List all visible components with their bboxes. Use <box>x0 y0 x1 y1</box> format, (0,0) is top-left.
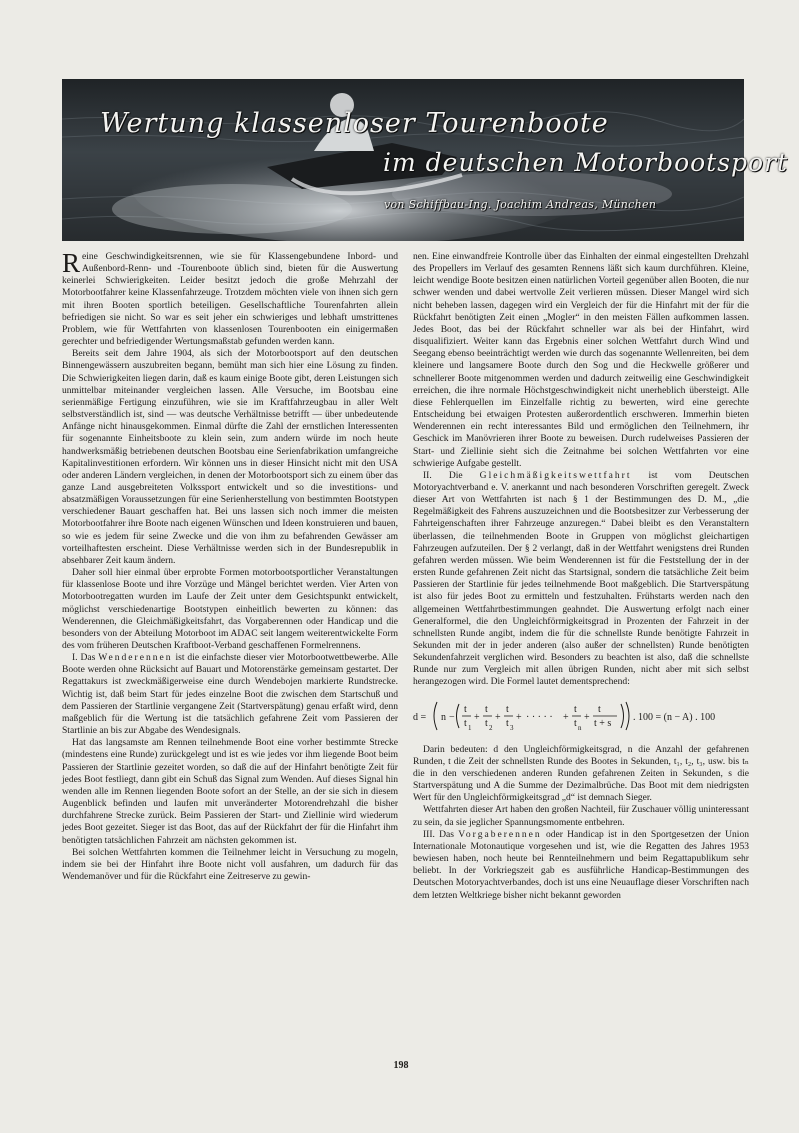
formula-numerator: t <box>485 703 488 715</box>
left-text-column <box>62 248 398 883</box>
formula-plus: + <box>474 711 480 723</box>
formula-plus: + <box>495 711 501 723</box>
paragraph-text: III. Das <box>423 828 459 840</box>
paragraph-text: I. Das <box>72 652 99 664</box>
formula-denominator: t <box>506 717 509 729</box>
formula-subscript: 2 <box>489 723 493 732</box>
formula-numerator: t <box>598 703 601 715</box>
paragraph: Hat das langsamste am Rennen teilnehmende Boot eine vorher bestimmte Strecke (mindestens eine Runde) zurückgelegt und ist es wie jedes vor ihm liegende Boot beim Passieren der Startlinie gezeitet worden, so daß die auf der Hinfahrt benötigte Zeit für jedes Boot festliegt, dann gibt ein Schuß das Signal zum Wenden. Auf dieses Signal hin wenden alle im Rennen liegenden Boote sofort an der Stelle, an der sie sich in diesem Augenblick befinden und laufen mit unveränderter Motorendrehzahl die bisher durchfahrene Strecke zurück. Beim Passieren der Start- und Ziellinie wird wiederum jedes Boot gezeitet. Sieger ist das Boot, das auf der Rückfahrt der für die Hinfahrt ihm benötigten tatsächlichen Fahrzeit am nächsten gekommen ist. <box>62 737 398 846</box>
formula-denominator: t <box>485 717 488 729</box>
paragraph: nen. Eine einwandfreie Kontrolle über das Einhalten der einmal eingestellten Drehzahl des Propellers im Verlauf des gesamten Rennens läßt sich kaum durchführen. Kleine, leicht wendige Boote besitzen einen natürlichen Vorteil gegenüber allen Booten, die nur schwer wenden und dabei wertvolle Zeit verlieren müssen. Dieser Mangel wird sich nicht beheben lassen, dagegen wird ein Vergleich der für die Hinfahrt mit der für die Rückfahrt benötigten Zeit einen „Mogler“ in den meisten Fällen aufkommen lassen. Jedes Boot, das bei der Rückfahrt schneller war als bei der Hinfahrt, wird disqualifiziert. Weiter kann das Ergebnis einer solchen Wettfahrt durch Wind und Seegang ebenso beeinträchtigt werden wie durch das sogenannte Wellenreiten, bei dem kleinere und langsamere Boote durch den Sog und die Heckwelle größerer und schnellerer Boote mitgenommen werden und dadurch zeitweilig eine Geschwindigkeit erreichen, die ihre normale Höchstgeschwindigkeit nicht unerheblich übersteigt. Alle diese Fehlerquellen im Einzelfalle richtig zu bewerten, wird eine gerechte Entscheidung bei etwaigen Protesten außerordentlich erschweren. Immerhin bieten Wenderennen ein recht interessantes Bild und ermöglichen den Teilnehmern, ihr Geschick im Manövrieren ihrer Boote zu beweisen. Durch rudelweises Passieren der Start- und Ziellinie sieht sich die Zeitnahme bei solchen Wettfahrten vor eine schwierige Aufgabe gestellt. <box>413 251 749 469</box>
paragraph-text: II. Die <box>423 469 480 481</box>
paragraph <box>413 470 749 689</box>
paragraph <box>62 248 398 348</box>
formula-denominator: t <box>464 717 467 729</box>
paragraph-text: ist vom Deutschen Motoryachtverband e. V. anerkannt und nach besonderen Vorschriften geregelt. Zweck dieser Art von Wettfahrten ist nach § 1 der Bestimmungen des D. M., „die Regelmäßigkeit des Fahrens auszuzeichnen und die Bootsbesitzer zur Verbesserung der Fahrteigenschaften ihrer Fahrzeuge anzuregen.“ Dabei bleibt es den Veranstaltern überlassen, die teilnehmenden Boote in Gruppen von möglichst gleichartigen Fahrzeugen aufzuteilen. Der § 2 verlangt, daß in der Wettfahrt wenigstens drei Runden gefahren werden müssen. Wie beim Wenderennen ist für die Feststellung der in der ersten Runde gefahrenen Zeit nicht das Startsignal, sondern die tatsächliche Zeit beim Passieren der Startlinie für jedes teilnehmende Boot maßgeblich. Die Startverspätung ist also für jedes Boot zu ermitteln und festzuhalten. Frühstarts werden nach den allgemeinen Wettfahrtbestimmungen geahndet. Die Auswertung erfolgt nach einer Generalformel, die den Ungleichförmigkeitsgrad in Prozenten der Fahrzeit in der schnellsten Runde angibt, indem die für die schnellste Runde benötigte Fahrzeit in Sekunden mit der in jeder anderen (also außer der schnellsten) Runde benötigten Sekundenfahrzeit verglichen wird. Besonders zu beachten ist also, daß die schnellste Runde nur zum Vergleich mit allen übrigen Runden, nicht aber mit sich selbst herangezogen wird. Die Formel lautet dementsprechend: <box>413 469 749 688</box>
formula-plus: + <box>563 711 569 723</box>
paragraph-text: eine Geschwindigkeitsrennen, wie sie für Klassengebundene Inbord- und Außenbord-Renn- und -Tourenboote üblich sind, bieten für die Auswertung keinerlei Schwierigkeiten. Leider besitzt jedoch die große Mehrzahl der Motorbootfahrer keine Klassenfahrzeuge. Trotzdem möchten viele von ihnen sich gern mit ihren Booten sportlich beteiligen. Gesellschaftliche Tourenfahrten allein befriedigen sie nicht. So war es seit jeher ein schwieriges und lebhaft umstrittenes Problem, wie für Wettfahrten von klassenlosen Tourenbooten ein einigermaßen gerechter und befriedigender Wertungsmaßstab gefunden werden kann. <box>62 251 398 348</box>
right-text-column <box>413 251 749 902</box>
paragraph <box>413 829 749 902</box>
paragraph: Darin bedeuten: d den Ungleichförmigkeitsgrad, n die Anzahl der gefahrenen Runden, t die Zeit der schnellsten Runde des Bootes in Sekunden, t₁, t₂, t₃, usw. bis tₙ die in den verschiedenen anderen Runden gefahrenen Zeiten in Sekunden, s die Startverspätung und A die Summe der Dezimalbrüche. Das Boot mit dem niedrigsten Wert für den Ungleichförmigkeitsgrad „d“ ist demnach Sieger. <box>413 743 749 804</box>
formula-dots: · · · · · <box>526 711 553 723</box>
section-term: Gleichmäßigkeitswettfahrt <box>479 469 632 481</box>
paragraph <box>62 652 398 737</box>
paragraph: Daher soll hier einmal über erprobte Formen motorbootsportlicher Veranstaltungen für klassenlose Boote und ihre Vorzüge und Mängel berichtet werden. Vier Arten von Motorbootregatten wurden im Laufe der Zeit unter dem Gesichtspunkt entwickelt, möglichst verschiedenartige Bootstypen einheitlich bewerten zu können: das Wenderennen, die Gleichmäßigkeitsfahrt, das Vorgaberennen oder Handicap und die besonders von der Abteilung Motorboot im ADAC seit langem weiterentwickelte Form des vom früheren Deutschen Kraftboot-Verband geschaffenen Formelrennens. <box>62 567 398 651</box>
formula <box>413 696 749 736</box>
paragraph: Bei solchen Wettfahrten kommen die Teilnehmer leicht in Versuchung zu mogeln, indem sie bei der Hinfahrt ihre Boote nicht voll ausfahren, um dadurch für das Wendemanöver und für die Rückfahrt eine Zeitreserve zu gewin- <box>62 846 398 882</box>
paragraph-text: ist die einfachste dieser vier Motorbootwettbewerbe. Alle Boote werden ohne Rücksicht auf Bauart und Motorenstärke gemeinsam gestartet. Der Regattakurs ist zweckmäßigerweise eine durch Wendebojen markierte Rundstrecke. Wichtig ist, daß beim Start für jedes einzelne Boot die zwischen dem Startschuß und dem Passieren der Startlinie vergangene Zeit (Startverspätung) genau erfaßt wird, denn maßgeblich für die Wertung ist die tatsächlich gefahrene Zeit vom Passieren der Startlinie an bis zur Abgabe des Wendesignals. <box>62 652 398 737</box>
author-byline: von Schiffbau-Ing. Joachim Andreas, München <box>384 198 657 211</box>
paragraph-text: oder Handicap ist in den Sportgesetzen der Union Internationale Motonautique vorgesehen und ist, wie die Regatten des Jahres 1953 bewiesen haben, noch heute bei Rennteilnehmern und beim Regattapublikum sehr beliebt. In der Vorkriegszeit gab es ausführliche Handicap-Bestimmungen des Deutschen Motoryachtverbandes, doch ist uns eine Neuauflage dieser Vorschriften nach dem letzten Weltkriege bisher nicht bekannt geworden <box>413 828 749 901</box>
formula-minus: − <box>449 711 455 723</box>
formula-plus: + <box>584 711 590 723</box>
formula-tail: . 100 = (n − A) . 100 <box>633 711 716 723</box>
formula-numerator: t <box>574 703 577 715</box>
paragraph: Wettfahrten dieser Art haben den großen Nachteil, für Zuschauer völlig uninteressant zu sein, da sie jeglicher Spannungsmomente entbehren. <box>413 804 749 828</box>
formula-n: n <box>441 711 446 723</box>
section-term: Vorgaberennen <box>458 828 542 840</box>
formula-denominator: t + s <box>594 717 612 729</box>
formula-subscript: 3 <box>510 723 514 732</box>
paragraph: Bereits seit dem Jahre 1904, als sich der Motorbootsport auf den deutschen Binnengewässern auszubreiten begann, bemüht man sich hier eine Lösung zu finden. Die Schwierigkeiten liegen darin, daß es kaum einige Boote gibt, deren Leistungen sich unmittelbar miteinander vergleichen lassen. Alle Versuche, im Bootsbau eine serienmäßige Fertigung einzuführen, wie sie im Kraftfahrzeugbau in aller Welt selbstverständlich ist, sind — was deutsche Verhältnisse betrifft — über unbedeutende Anfänge nicht hinausgekommen. Einmal dürfte die Zahl der ernstlichen Interessenten für sogenannte Einheitsboote zu klein sein, zum andern würde im noch heute handwerksmäßig betriebenen deutschen Bootsbau eine Serienfabrikation umfangreiche Kapitalinvestitionen erfordern. Wir können uns in dieser Hinsicht nicht mit den USA oder anderen Ländern vergleichen, in denen der Motorbootsport sich zu einem über das ganze Land ausgebreiteten Volkssport entwickelt und so die investitions- und absatzmäßigen Voraussetzungen für eine Serienherstellung von bestimmten Bootstypen verschiedener Bauart geschaffen hat. Bei uns lassen sich noch immer die meisten Motorbootfahrer ihre Boote nach eigenen Wünschen und Ideen konstruieren und bauen, so wie es jedem für seine Zwecke und die von ihm zu befahrenden Gewässer am vorteilhaftesten erscheint. Diese Verhältnisse werden sich in der Bundesrepublik in absehbarer Zeit kaum ändern. <box>62 348 398 566</box>
section-term: Wenderennen <box>98 652 173 664</box>
formula-lhs: d = <box>413 711 427 723</box>
formula-plus: + <box>516 711 522 723</box>
formula-denominator: t <box>574 717 577 729</box>
article-title-line-1: Wertung klassenloser Tourenboote <box>100 108 609 139</box>
formula-numerator: t <box>464 703 467 715</box>
formula-subscript: n <box>578 723 582 732</box>
page-number: 198 <box>393 1060 409 1071</box>
dropcap: R <box>62 248 81 278</box>
formula-subscript: 1 <box>468 723 472 732</box>
formula-numerator: t <box>506 703 509 715</box>
article-title-line-2: im deutschen Motorbootsport <box>383 148 789 177</box>
